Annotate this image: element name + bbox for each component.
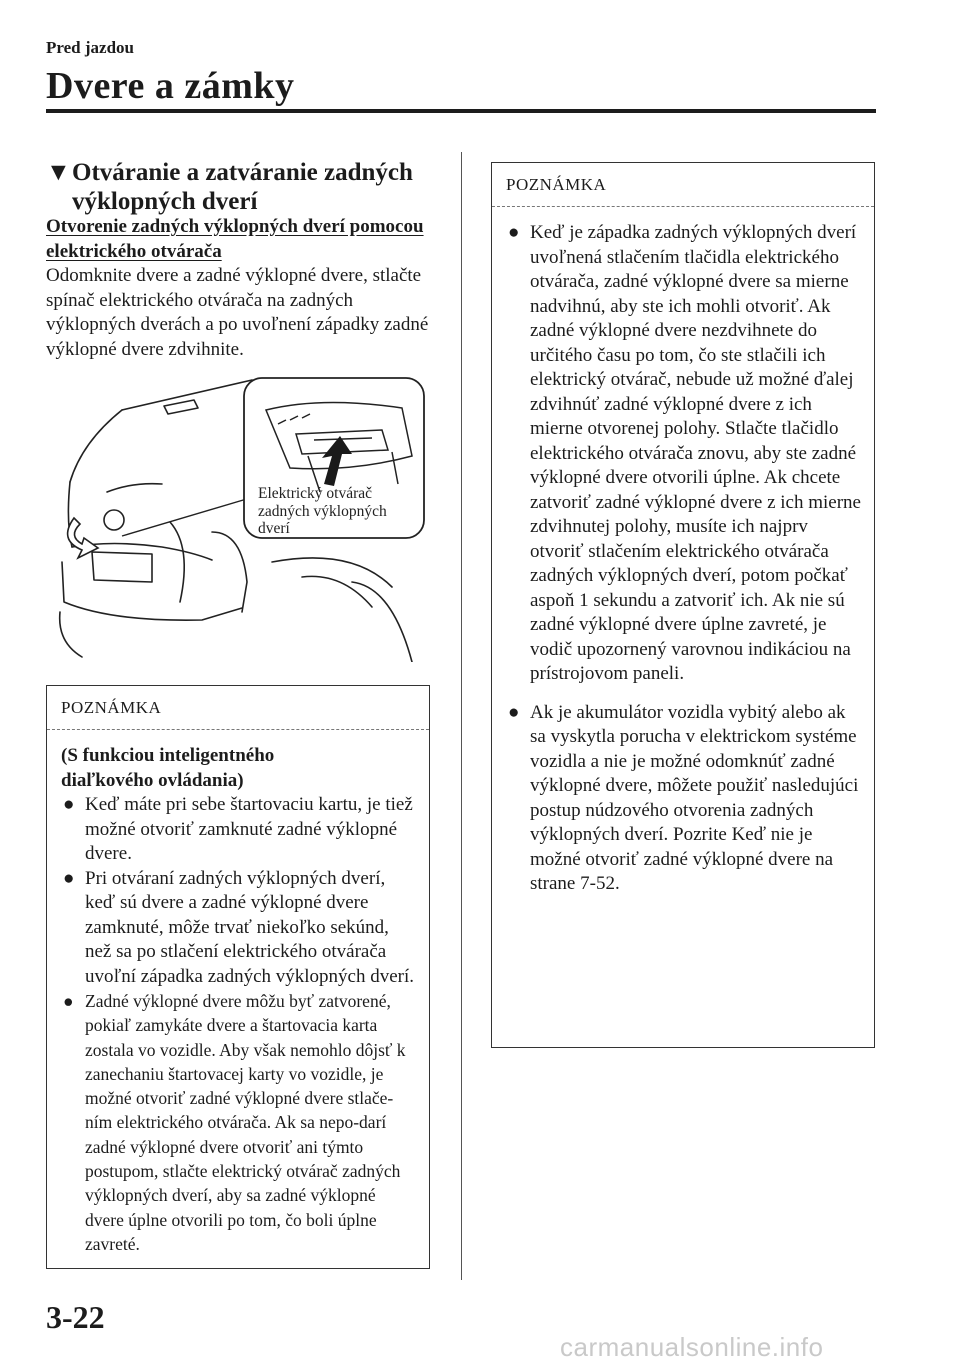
column-divider	[461, 152, 462, 1280]
section-heading-text: Otváranie a zatváranie zadných výklopných dverí	[72, 159, 413, 215]
note-item: ● Keď máte pri sebe štartovaciu kartu, je tiež možné otvoriť zamknuté zadné výklopné dvere.	[63, 794, 413, 864]
section-heading	[46, 158, 446, 216]
figure-label-line-2: zadných výklopných	[258, 503, 387, 520]
note-condition-line-2: diaľkového ovládania)	[61, 769, 244, 791]
note-heading: POZNÁMKA	[47, 686, 429, 730]
title-rule	[46, 109, 876, 113]
bullet-icon: ●	[63, 867, 75, 889]
note-item: ● Zadné výklopné dvere môžu byť zatvorené, pokiaľ zamykáte dvere a štartovacia karta zostala vo vozidle. Aby však nemohlo dôjsť k zanechaniu štartovacej karty vo vozidle, je možné otvoriť zadné výklopné dvere stlače-ním elektrického otvárača. Ak sa nepo-darí zadné výklopné dvere otvoriť ani týmto postupom, stlačte elektrický otvárač zadných výklopných dverí, aby sa zadné výklopné dvere úplne otvorili po tom, čo boli úplne zavreté.	[63, 991, 406, 1254]
watermark: carmanualsonline.info	[560, 1332, 824, 1362]
bullet-icon: ●	[508, 701, 520, 723]
note-condition-line-1: (S funkciou inteligentného	[61, 745, 275, 766]
note-condition	[61, 744, 417, 793]
liftgate-illustration	[52, 372, 432, 662]
note-body	[47, 730, 429, 1256]
bullet-icon: ●	[508, 222, 520, 243]
subheading: Otvorenie zadných výklopných dverí pomocou elektrického otvárača	[46, 216, 424, 262]
section-label: Pred jazdou	[46, 38, 134, 57]
note-item: ● Keď je západka zadných výklopných dverí uvoľnená stlačením tlačidla elektrického otvárača, zadné výklopné dvere sa mierne nadvihnú, aby ste ich mohli otvoriť. Ak zadné výklopné dvere nezdvihnete do určitého času po tom, čo ste stlačili ich elektrický otvárač, nebude už možné ďalej zdvihnúť zadné výklopné dvere z ich mierne otvorenej polohy. Stlačte tlačidlo elektrického otvárača znovu, aby ste zadné výklopné dvere otvorili úplne. Ak chcete zatvoriť zadné výklopné dvere z ich mierne zdvihnutej polohy, musíte ich najprv otvoriť stlačením elektrického otvárača zadných výklopných dverí, potom počkať aspoň 1 sekundu a zatvoriť ich. Ak nie sú zadné výklopné dvere úplne zavreté, je vodič upozornený varovnou indikáciou na prístrojovom paneli.	[508, 222, 861, 684]
note-box-right	[491, 162, 875, 1048]
figure-label-line-1: Elektrický otvárač	[258, 485, 373, 502]
bullet-icon: ●	[63, 991, 74, 1011]
figure-label-line-3: dverí	[258, 520, 290, 537]
note-item: ● Ak je akumulátor vozidla vybitý alebo ak sa vyskytla porucha v elektrickom systéme vozidla a nie je možné odomknúť zadné výklopné dvere, môžete použiť nasledujúci postup núdzového otvorenia zadných výklopných dverí. Pozrite Keď nie je možné otvoriť zadné výklopné dvere na strane 7-52.	[508, 701, 859, 894]
bullet-icon: ●	[63, 794, 75, 815]
page-title: Dvere a zámky	[46, 65, 295, 107]
note-body	[492, 207, 874, 897]
note-item: ● Pri otváraní zadných výklopných dverí, keď sú dvere a zadné výklopné dvere zamknuté, môže trvať niekoľko sekúnd, než sa po stlačení elektrického otvárača uvoľní západka zadných výklopných dverí.	[63, 867, 415, 987]
instruction-paragraph: Odomknite dvere a zadné výklopné dvere, stlačte spínač elektrického otvárača na zadných výklopných dverách a po uvoľnení západky zadné výklopné dvere zdvihnite.	[46, 265, 429, 360]
page-number: 3-22	[46, 1299, 105, 1335]
triangle-marker-icon: ▼	[46, 159, 71, 186]
note-box-left	[46, 685, 430, 1269]
note-heading: POZNÁMKA	[492, 163, 874, 207]
